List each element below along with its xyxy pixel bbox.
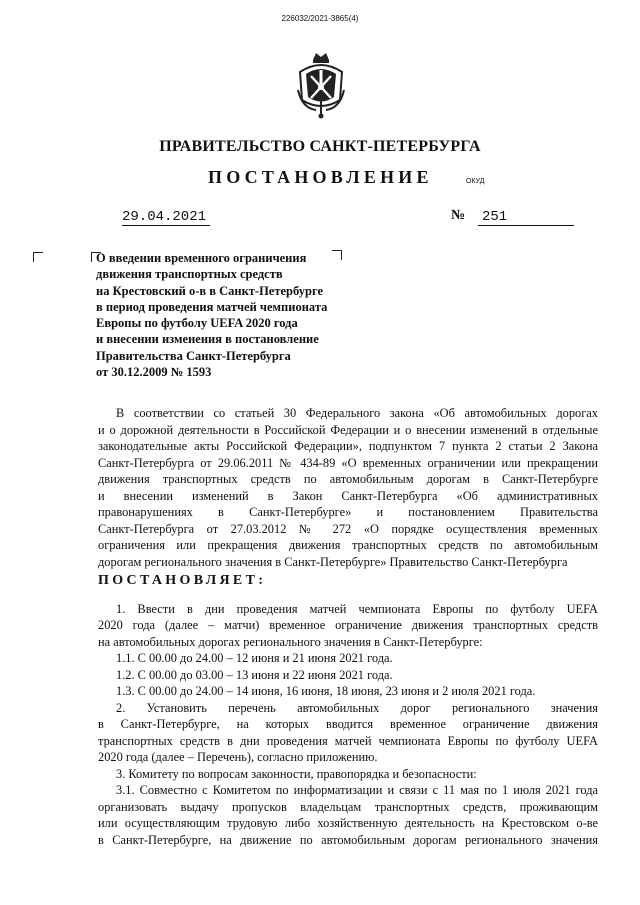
preamble-line: В соответствии со статьей 30 Федерального закона «Об автомобильных дорогах bbox=[116, 406, 598, 420]
subject-line: в период проведения матчей чемпионата bbox=[96, 299, 328, 314]
preamble-line: Санкт-Петербурга от 27.03.2012 № 272 «О порядке осуществления временных bbox=[98, 522, 598, 536]
subject-line: Европы по футболу UEFA 2020 года bbox=[96, 316, 298, 331]
preamble-line: движения транспортных средств по автомобильным дорогам в Санкт-Петербурге bbox=[98, 472, 598, 486]
preamble-line: дорогам регионального значения в Санкт-Петербурге» Правительство Санкт-Петербурга bbox=[98, 555, 568, 569]
decree-number: 251 bbox=[478, 209, 574, 226]
resolves-heading: ПОСТАНОВЛЯЕТ: bbox=[98, 573, 267, 588]
okud-label: ОКУД bbox=[466, 178, 485, 185]
subject-line: движения транспортных средств bbox=[96, 267, 283, 282]
decree-subject bbox=[96, 250, 376, 380]
document-type: ПОСТАНОВЛЕНИЕ bbox=[208, 167, 433, 187]
preamble-line: и о дорожной деятельности в Российской Федерации и о внесении изменений в отдельные bbox=[98, 423, 598, 437]
body-line: 1. Ввести в дни проведения матчей чемпионата Европы по футболу UEFA bbox=[116, 602, 598, 616]
body-line: в Санкт-Петербурге, на которых вводится временное ограничение движения bbox=[98, 717, 598, 731]
government-title: ПРАВИТЕЛЬСТВО САНКТ-ПЕТЕРБУРГА bbox=[159, 138, 481, 155]
preamble-line: ограничения или прекращения движения транспортных средств по автомобильным bbox=[98, 538, 598, 552]
subject-line: О введении временного ограничения bbox=[96, 251, 307, 265]
body-line: 2. Установить перечень автомобильных дорог регионального значения bbox=[116, 701, 598, 715]
preamble-line: законодательные акты Российской Федерации», подпунктом 7 пункта 2 статьи 2 Закона bbox=[98, 439, 598, 453]
subject-line: и внесении изменения в постановление bbox=[96, 332, 319, 347]
body-line: или осуществляющим трудовую либо хозяйственную деятельность на Крестовском о-ве bbox=[98, 816, 598, 830]
body-line: организовать выдачу пропусков владельцам транспортных средств, проживающим bbox=[98, 800, 598, 814]
subject-line: Правительства Санкт-Петербурга bbox=[96, 348, 291, 363]
body-line: 2020 года (далее – матчи) временное ограничение движения транспортных средств bbox=[98, 618, 598, 632]
body-line: на автомобильных дорогах регионального значения в Санкт-Петербурге: bbox=[98, 635, 483, 649]
number-label: № bbox=[451, 208, 466, 223]
body-line: 3.1. Совместно с Комитетом по информатизации и связи с 11 мая по 1 июля 2021 года bbox=[116, 783, 598, 797]
body-line: 1.1. С 00.00 до 24.00 – 12 июня и 21 июня 2021 года. bbox=[116, 651, 393, 665]
preamble-line: и внесении изменений в Закон Санкт-Петербурга «Об административных bbox=[98, 489, 598, 503]
document-number: 226032/2021-3865(4) bbox=[281, 14, 359, 23]
body-line: транспортных средств в дни проведения матчей чемпионата Европы по футболу UEFA bbox=[98, 734, 598, 748]
subject-line: на Крестовский о-в в Санкт-Петербурге bbox=[96, 283, 324, 298]
preamble-line: правонарушениях в Санкт-Петербурге» и постановлением Правительства bbox=[98, 505, 598, 519]
coat-of-arms-icon bbox=[296, 50, 346, 122]
body-line: 3. Комитету по вопросам законности, правопорядка и безопасности: bbox=[116, 767, 477, 781]
body-line: 2020 года (далее – Перечень), согласно приложению. bbox=[98, 750, 378, 764]
corner-mark bbox=[33, 252, 43, 262]
body-line: 1.3. С 00.00 до 24.00 – 14 июня, 16 июня, 18 июня, 23 июня и 2 июля 2021 года. bbox=[116, 684, 536, 698]
subject-line: от 30.12.2009 № 1593 bbox=[96, 365, 212, 380]
decree-date: 29.04.2021 bbox=[122, 209, 210, 226]
body-line: 1.2. С 00.00 до 03.00 – 13 июня и 22 июня 2021 года. bbox=[116, 668, 393, 682]
body-line: в Санкт-Петербурге, на движение по автомобильным дорогам регионального значения bbox=[98, 833, 598, 847]
preamble-line: Санкт-Петербурга от 29.06.2011 № 434-89 «О временных ограничении или прекращении bbox=[98, 456, 598, 470]
